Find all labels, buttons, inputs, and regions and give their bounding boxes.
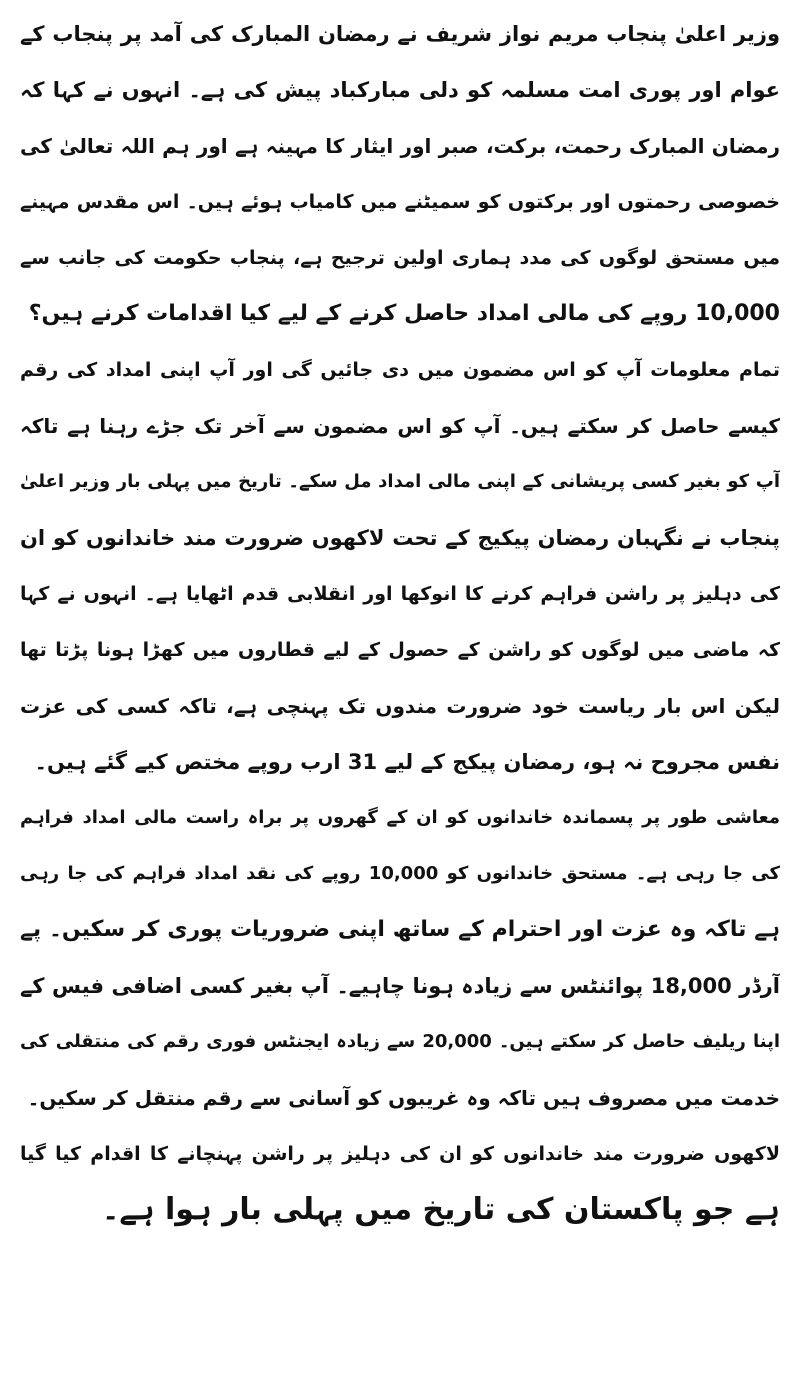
article-line-17: ہے تاکہ وہ عزت اور احترام کے ساتھ اپنی ضروریات پوری کر سکیں۔ پے — [20, 917, 780, 942]
article-line-6: 10,000 روپے کی مالی امداد حاصل کرنے کے لیے کیا اقدامات کرنے ہیں؟ — [28, 301, 780, 326]
article-line-14: نفس مجروح نہ ہو، رمضان پیکج کے لیے 31 ارب روپے مختص کیے گئے ہیں۔ — [34, 750, 780, 774]
article-line-10: پنجاب نے نگہبان رمضان پیکیج کے تحت لاکھوں ضرورت مند خاندانوں کو ان — [20, 526, 780, 550]
article-line-4: خصوصی رحمتوں اور برکتوں کو سمیٹنے میں کامیاب ہوئے ہیں۔ اس مقدس مہینے — [20, 191, 780, 213]
article-line-9: آپ کو بغیر کسی پریشانی کے اپنی مالی امداد مل سکے۔ تاریخ میں پہلی بار وزیر اعلیٰ — [20, 471, 780, 492]
article-line-19: اپنا ریلیف حاصل کر سکتے ہیں۔ 20,000 سے زیادہ ایجنٹس فوری رقم کی منتقلی کی — [20, 1031, 780, 1052]
article-line-16: کی جا رہی ہے۔ مستحق خاندانوں کو 10,000 روپے کی نقد امداد فراہم کی جا رہی — [20, 863, 780, 884]
article-line-20: خدمت میں مصروف ہیں تاکہ وہ غریبوں کو آسانی سے رقم منتقل کر سکیں۔ — [27, 1086, 780, 1110]
article-line-21: لاکھوں ضرورت مند خاندانوں کو ان کی دہلیز پر راشن پہنچانے کا اقدام کیا گیا — [20, 1143, 780, 1165]
article-line-11: کی دہلیز پر راشن فراہم کرنے کا انوکھا اور انقلابی قدم اٹھایا ہے۔ انہوں نے کہا — [20, 583, 780, 605]
article-line-13: لیکن اس بار ریاست خود ضرورت مندوں تک پہنچی ہے، تاکہ کسی کی عزت — [20, 694, 780, 718]
article-line-2: عوام اور پوری امت مسلمہ کو دلی مبارکباد پیش کی ہے۔ انہوں نے کہا کہ — [20, 78, 780, 102]
article-line-22: ہے جو پاکستان کی تاریخ میں پہلی بار ہوا ہے۔ — [101, 1192, 780, 1227]
article-line-5: میں مستحق لوگوں کی مدد ہماری اولین ترجیح ہے، پنجاب حکومت کی جانب سے — [20, 247, 780, 269]
article-line-7: تمام معلومات آپ کو اس مضمون میں دی جائیں گی اور آپ اپنی امداد کی رقم — [20, 359, 780, 381]
article-line-15: معاشی طور پر پسماندہ خاندانوں کو ان کے گھروں پر براہ راست مالی امداد فراہم — [20, 807, 780, 828]
article-line-12: کہ ماضی میں لوگوں کو راشن کے حصول کے لیے قطاروں میں کھڑا ہونا پڑتا تھا — [20, 639, 780, 661]
article-line-8: کیسے حاصل کر سکتے ہیں۔ آپ کو اس مضمون سے آخر تک جڑے رہنا ہے تاکہ — [20, 414, 780, 438]
article-line-1: وزیر اعلیٰ پنجاب مریم نواز شریف نے رمضان المبارک کی آمد پر پنجاب کے — [20, 22, 780, 46]
article-line-18: آرڈر 18,000 پوائنٹس سے زیادہ ہونا چاہیے۔ آپ بغیر کسی اضافی فیس کے — [20, 974, 780, 998]
article-line-3: رمضان المبارک رحمت، برکت، صبر اور ایثار کا مہینہ ہے اور ہم اللہ تعالیٰ کی — [20, 134, 780, 158]
